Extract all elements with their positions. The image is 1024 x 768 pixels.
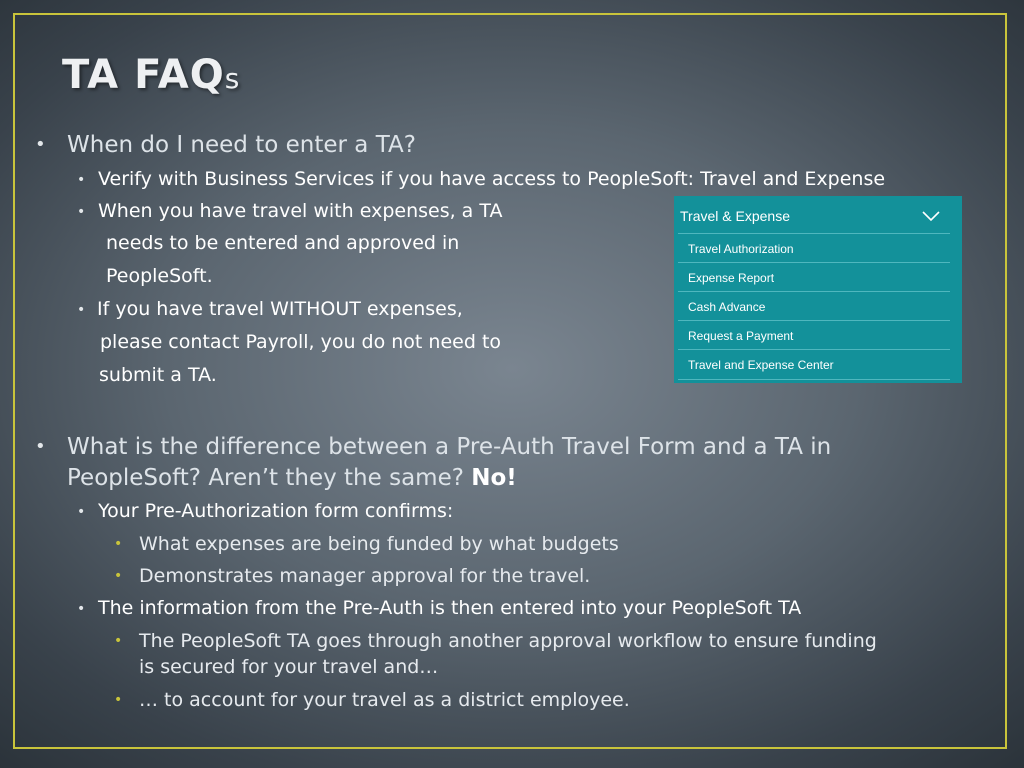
bullet-icon: • [35, 134, 46, 155]
menu-item-request-payment[interactable]: Request a Payment [678, 320, 950, 350]
bullet-icon: • [114, 633, 123, 649]
slide-title [62, 52, 241, 98]
faq-question-2-cont: PeopleSoft? Aren’t they the same? No! [67, 465, 517, 491]
faq-answer: No! [471, 465, 517, 491]
faq-point-info: The information from the Pre-Auth is then entered into your PeopleSoft TA [98, 597, 802, 619]
menu-header[interactable] [674, 196, 962, 236]
faq-subpoint-budgets: What expenses are being funded by what budgets [139, 533, 619, 555]
faq-point-no-expenses-cont: submit a TA. [99, 364, 217, 386]
chevron-down-icon [921, 210, 941, 222]
menu-item-travel-authorization[interactable]: Travel Authorization [678, 233, 950, 263]
bullet-icon: • [77, 601, 86, 617]
faq-point-preauth: Your Pre-Authorization form confirms: [98, 500, 454, 522]
menu-item-expense-report[interactable]: Expense Report [678, 262, 950, 292]
faq-subpoint-account: … to account for your travel as a district employee. [139, 689, 630, 711]
faq-subpoint-approval: Demonstrates manager approval for the travel. [139, 565, 591, 587]
faq-point-no-expenses: If you have travel WITHOUT expenses, [97, 298, 463, 320]
faq-point-expenses: When you have travel with expenses, a TA [98, 200, 503, 222]
title-main: TA FAQ [62, 52, 225, 98]
bullet-icon: • [77, 204, 86, 220]
bullet-icon: • [35, 436, 46, 457]
faq-point-no-expenses-cont: please contact Payroll, you do not need to [100, 331, 502, 353]
title-suffix: s [224, 62, 242, 95]
faq-point-expenses-cont: PeopleSoft. [106, 265, 213, 287]
menu-item-travel-expense-center[interactable]: Travel and Expense Center [678, 349, 950, 380]
faq-point-access: Verify with Business Services if you have access to PeopleSoft: Travel and Expense [98, 168, 886, 190]
bullet-icon: • [114, 568, 123, 584]
bullet-icon: • [77, 172, 86, 188]
bullet-icon: • [114, 692, 123, 708]
bullet-icon: • [114, 536, 123, 552]
travel-expense-menu [674, 196, 962, 383]
menu-item-cash-advance[interactable]: Cash Advance [678, 291, 950, 321]
bullet-icon: • [77, 504, 86, 520]
bullet-icon: • [77, 302, 86, 318]
menu-title: Travel & Expense [680, 208, 790, 224]
faq-question-1: When do I need to enter a TA? [67, 132, 416, 158]
faq-question-2: What is the difference between a Pre-Auth Travel Form and a TA in [67, 434, 832, 460]
faq-subpoint-workflow-cont: is secured for your travel and… [139, 656, 439, 678]
faq-point-expenses-cont: needs to be entered and approved in [106, 232, 460, 254]
faq-subpoint-workflow: The PeopleSoft TA goes through another approval workflow to ensure funding [139, 630, 877, 652]
